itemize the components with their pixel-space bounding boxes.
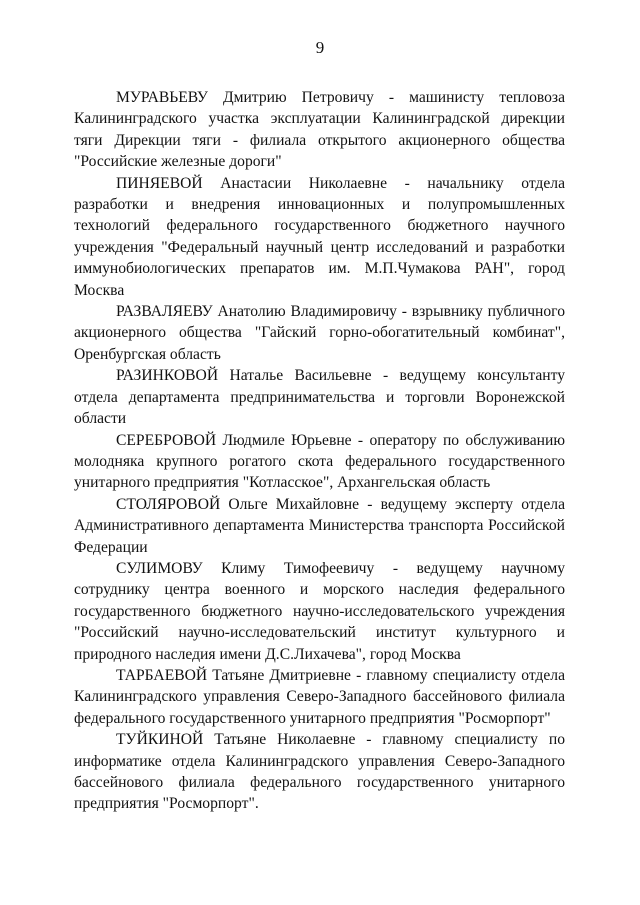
entry-surname: МУРАВЬЕВУ — [116, 89, 208, 106]
list-item — [74, 430, 565, 494]
list-item — [74, 365, 565, 429]
list-item — [74, 558, 565, 665]
entry-surname: ПИНЯЕВОЙ — [116, 174, 203, 192]
entry-text: Ольге Михайловне - ведущему эксперту отдела Административного департамента Министерства транспорта Российской Федерации — [74, 495, 565, 556]
list-item — [74, 301, 565, 365]
list-item — [74, 494, 565, 558]
entry-text: Климу Тимофеевичу - ведущему научному сотруднику центра военного и морского наследия федерального государственного бюджетного научно-исследовательского учреждения "Российский научно-исследовательский институт культурного и природного наследия имени Д.С.Лихачева", город Москва — [74, 559, 565, 663]
entry-surname: ТАРБАЕВОЙ — [116, 666, 208, 684]
list-item — [74, 87, 565, 173]
entry-text: Анастасии Николаевне - начальнику отдела разработки и внедрения инновационных и полупромышленных технологий федерального государственного бюджетного научного учреждения "Федеральный научный центр исследований и разработки иммунобиологических препаратов им. М.П.Чумакова РАН", город Москва — [74, 174, 565, 299]
list-item — [74, 173, 565, 301]
entry-surname: РАЗИНКОВОЙ — [116, 367, 219, 385]
entry-text: Анатолию Владимировичу - взрывнику публичного акционерного общества "Гайский горно-обогатительный комбинат", Оренбургская область — [74, 303, 565, 363]
entry-text: Людмиле Юрьевне - оператору по обслуживанию молодняка крупного рогатого скота федерального государственного унитарного предприятия "Котласское", Архангельская область — [74, 431, 565, 492]
entry-surname: СУЛИМОВУ — [116, 559, 203, 577]
entry-surname: СТОЛЯРОВОЙ — [116, 495, 221, 513]
entry-text: Татьяне Николаевне - главному специалисту по информатике отдела Калининградского управления Северо-Западного бассейнового филиала федерального государственного унитарного предприятия "Росморпорт". — [74, 731, 565, 813]
award-list — [74, 87, 565, 815]
entry-text: Дмитрию Петровичу - машинисту тепловоза Калининградского участка эксплуатации Калининградской дирекции тяги Дирекции тяги - филиала открытого акционерного общества "Российские железные дороги" — [74, 89, 565, 171]
page-number: 9 — [315, 38, 325, 57]
list-item — [74, 665, 565, 729]
entry-text: Наталье Васильевне - ведущему консультанту отдела департамента предпринимательства и торговли Воронежской области — [74, 367, 565, 428]
entry-surname: РАЗВАЛЯЕВУ — [116, 303, 213, 321]
entry-surname: СЕРЕБРОВОЙ — [116, 431, 217, 449]
list-item — [74, 729, 565, 815]
entry-surname: ТУЙКИНОЙ — [116, 731, 204, 749]
entry-text: Татьяне Дмитриевне - главному специалисту отдела Калининградского управления Северо-Западного бассейнового филиала федерального государственного унитарного предприятия "Росморпорт" — [74, 666, 565, 727]
